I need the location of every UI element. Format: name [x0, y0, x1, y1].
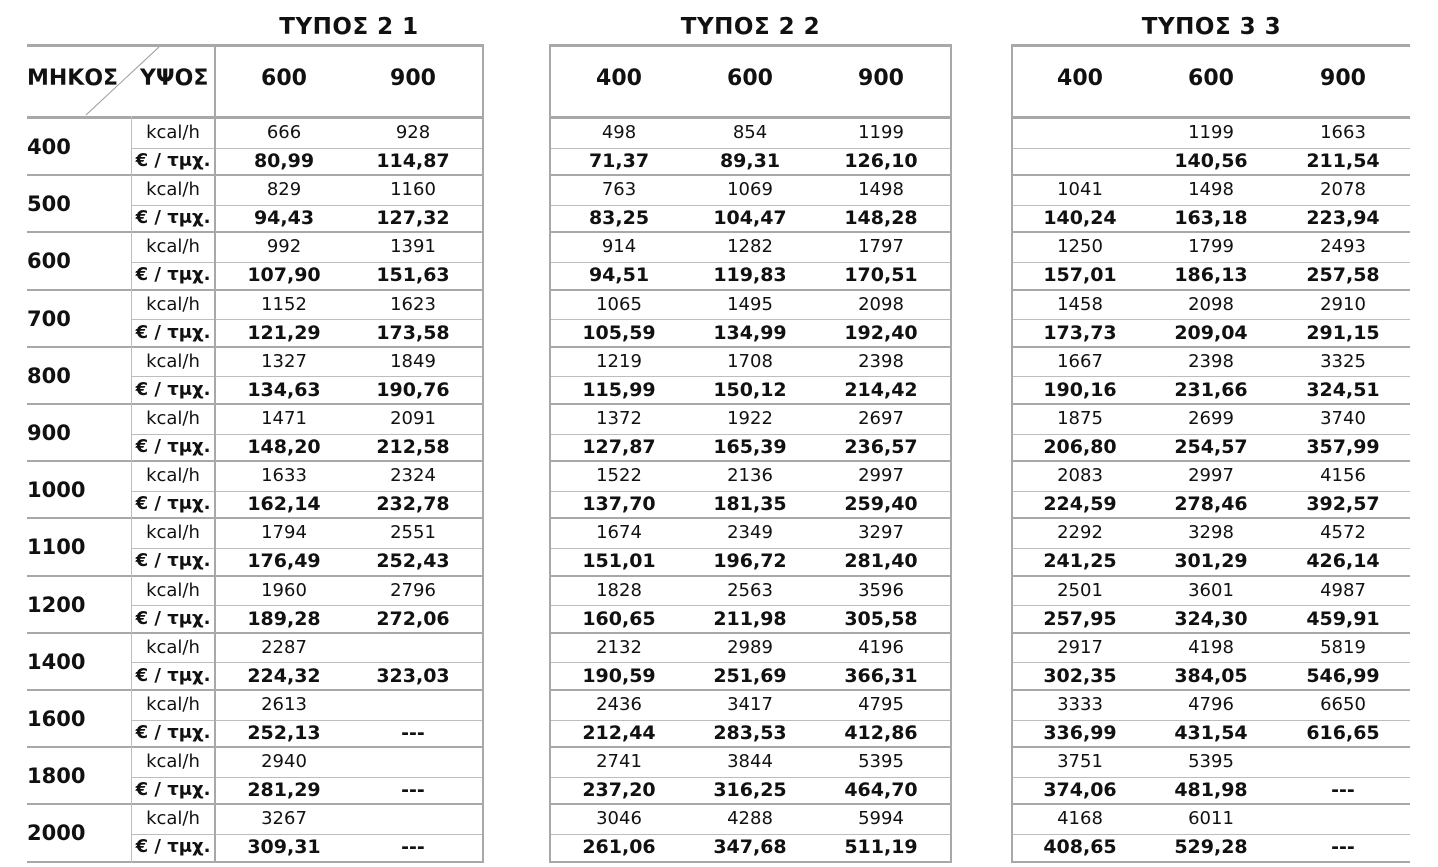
price-value: 426,14: [1306, 550, 1380, 573]
price-value: 114,87: [376, 150, 450, 172]
height-column-header: 600: [727, 66, 773, 91]
unit-price-label: € / τμχ.: [135, 722, 211, 743]
kcal-value: [1020, 119, 1140, 147]
price-value: 384,05: [1174, 664, 1248, 687]
kcal-value: 4196: [858, 636, 904, 658]
unit-kcal-label: kcal/h: [146, 579, 200, 601]
price-value: 211,98: [713, 607, 787, 630]
price-value: 412,86: [844, 722, 918, 744]
price-value: 261,06: [582, 836, 656, 859]
kcal-value: 2997: [1188, 465, 1234, 487]
price-value: 151,63: [376, 264, 450, 287]
kcal-value: 3298: [1188, 522, 1234, 544]
kcal-value: 1674: [596, 522, 642, 544]
price-value: 616,65: [1306, 722, 1380, 744]
price-value: 137,70: [582, 493, 656, 516]
price-value: 408,65: [1043, 836, 1117, 859]
kcal-value: 2563: [727, 579, 773, 601]
price-value: ---: [1331, 836, 1355, 859]
price-value: 186,13: [1174, 264, 1248, 287]
price-value: 281,29: [247, 779, 321, 802]
price-value: 431,54: [1174, 722, 1248, 744]
unit-kcal-label: kcal/h: [146, 636, 200, 658]
price-value: 324,30: [1174, 607, 1248, 630]
unit-kcal-label: kcal/h: [146, 808, 200, 830]
price-value: 254,57: [1174, 436, 1248, 458]
price-value: 257,58: [1306, 264, 1380, 287]
price-value: ---: [401, 779, 425, 802]
kcal-value: 5994: [858, 808, 904, 830]
kcal-value: 1372: [596, 408, 642, 429]
kcal-value: 2613: [261, 694, 307, 715]
unit-kcal-label: kcal/h: [146, 236, 200, 258]
price-value: 301,29: [1174, 550, 1248, 573]
price-value: 309,31: [247, 836, 321, 859]
group-gap: [950, 44, 1013, 863]
price-value: 259,40: [844, 493, 918, 516]
height-column-header: 400: [596, 66, 642, 91]
row-length-label: 1100: [27, 535, 86, 560]
price-value: 251,69: [713, 664, 787, 687]
unit-kcal-label: kcal/h: [146, 350, 200, 372]
price-value: 94,43: [253, 207, 315, 230]
kcal-value: 2132: [596, 636, 642, 658]
price-value: 190,76: [376, 378, 450, 401]
kcal-value: 1065: [596, 293, 642, 315]
kcal-value: 1327: [261, 350, 307, 372]
price-value: 192,40: [844, 321, 918, 344]
kcal-value: 3844: [727, 751, 773, 773]
kcal-value: 2501: [1057, 579, 1103, 601]
height-column-header: 900: [390, 66, 436, 91]
price-value: 181,35: [713, 493, 787, 516]
unit-price-label: € / τμχ.: [135, 607, 211, 629]
price-value: ---: [401, 836, 425, 859]
kcal-value: 2940: [261, 751, 307, 773]
price-value: 119,83: [713, 264, 787, 287]
kcal-value: 1875: [1057, 408, 1103, 429]
kcal-value: 829: [266, 179, 302, 201]
price-value: 94,51: [588, 264, 650, 287]
price-value: 170,51: [844, 264, 918, 287]
unit-price-label: € / τμχ.: [135, 150, 211, 171]
price-value: 134,99: [713, 321, 787, 344]
kcal-value: 2349: [727, 522, 773, 544]
height-column-header: 400: [1057, 66, 1103, 91]
kcal-value: 4156: [1320, 465, 1366, 487]
kcal-value: 3417: [727, 694, 773, 715]
kcal-value: 2697: [858, 408, 904, 429]
price-value: 464,70: [844, 779, 918, 802]
kcal-value: 498: [601, 122, 637, 143]
price-value: 105,59: [582, 321, 656, 344]
price-value: 151,01: [582, 550, 656, 573]
price-value: 148,20: [247, 436, 321, 458]
unit-price-label: € / τμχ.: [135, 321, 211, 343]
price-value: 231,66: [1174, 378, 1248, 401]
price-value: 257,95: [1043, 607, 1117, 630]
price-value: 392,57: [1306, 493, 1380, 516]
kcal-value: 2398: [858, 350, 904, 372]
price-value: 291,15: [1306, 321, 1380, 344]
price-value: 214,42: [844, 378, 918, 401]
price-value: ---: [1331, 779, 1355, 802]
price-value: 323,03: [376, 664, 450, 687]
price-value: 224,32: [247, 664, 321, 687]
price-value: 209,04: [1174, 321, 1248, 344]
price-value: 107,90: [247, 264, 321, 287]
price-value: 80,99: [253, 150, 315, 172]
price-value: 278,46: [1174, 493, 1248, 516]
price-value: 281,40: [844, 550, 918, 573]
kcal-value: 666: [266, 122, 302, 143]
unit-kcal-label: kcal/h: [146, 751, 200, 773]
kcal-value: 3267: [261, 808, 307, 830]
kcal-value: 3751: [1057, 751, 1103, 773]
unit-kcal-label: kcal/h: [146, 465, 200, 487]
kcal-value: 854: [732, 122, 768, 143]
unit-price-label: € / τμχ.: [135, 836, 211, 858]
price-value: ---: [401, 722, 425, 744]
height-column-header: 900: [858, 66, 904, 91]
kcal-value: 4168: [1057, 808, 1103, 830]
kcal-value: 1282: [727, 236, 773, 258]
title-type-22: ΤΥΠΟΣ 2 2: [680, 14, 821, 40]
kcal-value: [353, 691, 473, 719]
price-value: 173,73: [1043, 321, 1117, 344]
unit-kcal-label: kcal/h: [146, 694, 200, 715]
price-value: 104,47: [713, 207, 787, 230]
price-value: 173,58: [376, 321, 450, 344]
price-value: 511,19: [844, 836, 918, 859]
row-length-label: 2000: [27, 821, 86, 846]
kcal-value: 1498: [1188, 179, 1234, 201]
kcal-value: 2083: [1057, 465, 1103, 487]
price-value: 140,24: [1043, 207, 1117, 230]
row-length-label: 400: [27, 135, 71, 159]
group-gap: [482, 44, 551, 863]
kcal-value: 4288: [727, 808, 773, 830]
kcal-value: [353, 634, 473, 662]
price-value: 160,65: [582, 607, 656, 630]
unit-kcal-label: kcal/h: [146, 293, 200, 315]
kcal-value: 1667: [1057, 350, 1103, 372]
kcal-value: 1922: [727, 408, 773, 429]
price-value: 148,28: [844, 207, 918, 230]
kcal-value: 2989: [727, 636, 773, 658]
kcal-value: 2699: [1188, 408, 1234, 429]
price-value: 283,53: [713, 722, 787, 744]
kcal-value: 1069: [727, 179, 773, 201]
unit-kcal-label: kcal/h: [146, 522, 200, 544]
price-value: 224,59: [1043, 493, 1117, 516]
price-value: 126,10: [844, 150, 918, 172]
height-header: ΥΨΟΣ: [140, 66, 209, 91]
row-length-label: 600: [27, 249, 71, 274]
price-value: 115,99: [582, 378, 656, 401]
price-value: 163,18: [1174, 207, 1248, 230]
price-value: 237,20: [582, 779, 656, 802]
unit-column-divider: [131, 116, 132, 863]
kcal-value: 1152: [261, 293, 307, 315]
kcal-value: 4572: [1320, 522, 1366, 544]
row-length-label: 900: [27, 421, 71, 445]
price-value: 190,16: [1043, 378, 1117, 401]
kcal-value: [353, 748, 473, 776]
kcal-value: 2436: [596, 694, 642, 715]
kcal-value: 4198: [1188, 636, 1234, 658]
unit-price-label: € / τμχ.: [135, 436, 211, 457]
header-diagonal: [85, 46, 160, 116]
kcal-value: 1708: [727, 350, 773, 372]
unit-price-label: € / τμχ.: [135, 550, 211, 572]
kcal-value: 1960: [261, 579, 307, 601]
kcal-value: 914: [601, 236, 637, 258]
price-value: 189,28: [247, 607, 321, 630]
price-value: 127,87: [582, 436, 656, 458]
kcal-value: 763: [601, 179, 637, 201]
kcal-value: 1498: [858, 179, 904, 201]
price-value: 157,01: [1043, 264, 1117, 287]
row-length-label: 800: [27, 363, 71, 388]
kcal-value: 1633: [261, 465, 307, 487]
price-value: 302,35: [1043, 664, 1117, 687]
kcal-value: 5819: [1320, 636, 1366, 658]
price-value: 459,91: [1306, 607, 1380, 630]
kcal-value: [1283, 748, 1403, 776]
price-value: 223,94: [1306, 207, 1380, 230]
price-value: 336,99: [1043, 722, 1117, 744]
price-value: 134,63: [247, 378, 321, 401]
price-value: 212,44: [582, 722, 656, 744]
price-value: 196,72: [713, 550, 787, 573]
kcal-value: 2910: [1320, 293, 1366, 315]
kcal-value: 1199: [1188, 122, 1234, 143]
price-value: 190,59: [582, 664, 656, 687]
price-value: 272,06: [376, 607, 450, 630]
kcal-value: 3740: [1320, 408, 1366, 429]
kcal-value: 2098: [858, 293, 904, 315]
row-length-label: 1800: [27, 764, 86, 789]
kcal-value: 6650: [1320, 694, 1366, 715]
price-value: 316,25: [713, 779, 787, 802]
kcal-value: 1495: [727, 293, 773, 315]
kcal-value: 1797: [858, 236, 904, 258]
row-length-label: 1400: [27, 649, 86, 674]
price-value: 529,28: [1174, 836, 1248, 859]
price-value: 89,31: [719, 150, 781, 172]
kcal-value: 2917: [1057, 636, 1103, 658]
row-length-label: 700: [27, 306, 71, 331]
price-value: 347,68: [713, 836, 787, 859]
price-value: 241,25: [1043, 550, 1117, 573]
header-top-rule: [27, 44, 1410, 47]
group-divider: [214, 44, 216, 863]
kcal-value: 1160: [390, 179, 436, 201]
kcal-value: 992: [266, 236, 302, 258]
kcal-value: 4987: [1320, 579, 1366, 601]
unit-kcal-label: kcal/h: [146, 179, 200, 201]
kcal-value: 1828: [596, 579, 642, 601]
kcal-value: 1794: [261, 522, 307, 544]
unit-kcal-label: kcal/h: [146, 122, 200, 143]
kcal-value: 1471: [261, 408, 307, 429]
kcal-value: 2136: [727, 465, 773, 487]
unit-price-label: € / τμχ.: [135, 779, 211, 801]
price-value: 481,98: [1174, 779, 1248, 802]
price-value: 252,13: [247, 722, 321, 744]
price-value: 71,37: [588, 150, 650, 172]
kcal-value: 5395: [1188, 751, 1234, 773]
row-length-label: 500: [27, 192, 71, 217]
price-value: 121,29: [247, 321, 321, 344]
height-column-header: 900: [1320, 66, 1366, 91]
price-value: 127,32: [376, 207, 450, 230]
unit-price-label: € / τμχ.: [135, 664, 211, 686]
unit-kcal-label: kcal/h: [146, 408, 200, 429]
kcal-value: 6011: [1188, 808, 1234, 830]
kcal-value: 1458: [1057, 293, 1103, 315]
length-header: ΜΗΚΟΣ: [27, 66, 119, 91]
price-value: 324,51: [1306, 378, 1380, 401]
kcal-value: 1623: [390, 293, 436, 315]
kcal-value: [353, 805, 473, 833]
kcal-value: 3596: [858, 579, 904, 601]
kcal-value: 1041: [1057, 179, 1103, 201]
kcal-value: 1391: [390, 236, 436, 258]
price-value: 140,56: [1174, 150, 1248, 172]
kcal-value: 2324: [390, 465, 436, 487]
height-column-header: 600: [1188, 66, 1234, 91]
kcal-value: 3325: [1320, 350, 1366, 372]
kcal-value: 5395: [858, 751, 904, 773]
kcal-value: 2078: [1320, 179, 1366, 201]
price-value: 366,31: [844, 664, 918, 687]
kcal-value: 4795: [858, 694, 904, 715]
price-value: [1020, 147, 1140, 175]
price-value: 211,54: [1306, 150, 1380, 172]
kcal-value: 2287: [261, 636, 307, 658]
kcal-value: 3601: [1188, 579, 1234, 601]
kcal-value: 1663: [1320, 122, 1366, 143]
kcal-value: 1799: [1188, 236, 1234, 258]
price-value: 252,43: [376, 550, 450, 573]
kcal-value: 1522: [596, 465, 642, 487]
kcal-value: 1199: [858, 122, 904, 143]
kcal-value: 3297: [858, 522, 904, 544]
price-value: 236,57: [844, 436, 918, 458]
height-column-header: 600: [261, 66, 307, 91]
price-value: 162,14: [247, 493, 321, 516]
unit-price-label: € / τμχ.: [135, 264, 211, 286]
price-value: 206,80: [1043, 436, 1117, 458]
price-value: 212,58: [376, 436, 450, 458]
title-type-21: ΤΥΠΟΣ 2 1: [279, 14, 419, 40]
kcal-value: 2292: [1057, 522, 1103, 544]
kcal-value: 3333: [1057, 694, 1103, 715]
kcal-value: 2493: [1320, 236, 1366, 258]
price-value: 83,25: [588, 207, 650, 230]
kcal-value: 3046: [596, 808, 642, 830]
kcal-value: 2091: [390, 408, 436, 429]
kcal-value: 2551: [390, 522, 436, 544]
kcal-value: 1849: [390, 350, 436, 372]
kcal-value: 2796: [390, 579, 436, 601]
kcal-value: 2098: [1188, 293, 1234, 315]
price-value: 232,78: [376, 493, 450, 516]
unit-price-label: € / τμχ.: [135, 207, 211, 229]
unit-price-label: € / τμχ.: [135, 378, 211, 400]
price-value: 374,06: [1043, 779, 1117, 802]
price-value: 165,39: [713, 436, 787, 458]
price-value: 357,99: [1306, 436, 1380, 458]
row-length-label: 1000: [27, 478, 86, 503]
title-type-33: ΤΥΠΟΣ 3 3: [1141, 14, 1282, 40]
price-value: 305,58: [844, 607, 918, 630]
kcal-value: 4796: [1188, 694, 1234, 715]
price-value: 546,99: [1306, 664, 1380, 687]
kcal-value: 2997: [858, 465, 904, 487]
row-length-label: 1600: [27, 707, 86, 731]
kcal-value: 1219: [596, 350, 642, 372]
row-length-label: 1200: [27, 592, 86, 617]
price-value: 176,49: [247, 550, 321, 573]
kcal-value: 1250: [1057, 236, 1103, 258]
kcal-value: 928: [395, 122, 431, 143]
unit-price-label: € / τμχ.: [135, 493, 211, 515]
price-value: 150,12: [713, 378, 787, 401]
kcal-value: 2741: [596, 751, 642, 773]
kcal-value: 2398: [1188, 350, 1234, 372]
kcal-value: [1283, 805, 1403, 833]
